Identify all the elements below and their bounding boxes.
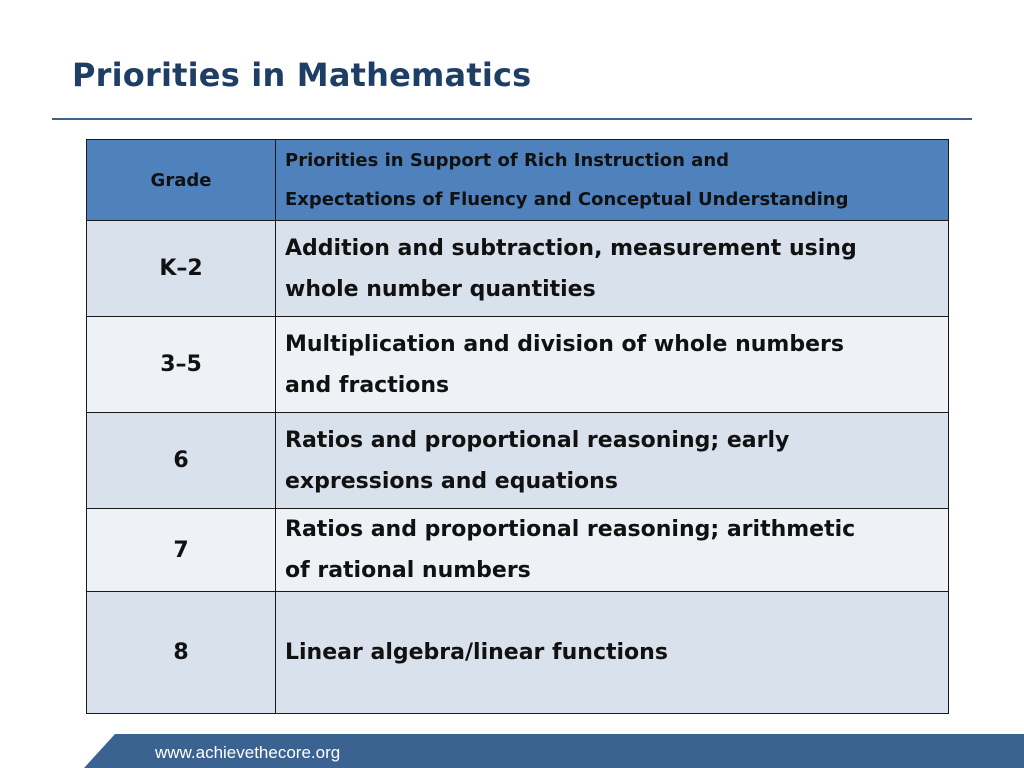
grade-cell: 7	[87, 509, 276, 592]
table-row	[87, 221, 949, 317]
footer-url-link[interactable]: www.achievethecore.org	[155, 743, 341, 762]
priority-line2: and fractions	[285, 372, 450, 398]
grade-cell: 3–5	[87, 317, 276, 413]
priority-line1: Linear algebra/linear functions	[285, 640, 668, 665]
priority-line1: Ratios and proportional reasoning; arithmetic	[285, 517, 856, 542]
header-priorities-line2: Expectations of Fluency and Conceptual Understanding	[285, 189, 849, 210]
priority-cell	[276, 592, 949, 714]
table-header-row	[87, 140, 949, 221]
grade-cell: 8	[87, 592, 276, 714]
table-row	[87, 317, 949, 413]
priority-cell	[276, 509, 949, 592]
footer-band	[0, 734, 1024, 768]
table-row	[87, 509, 949, 592]
slide-title: Priorities in Mathematics	[72, 56, 532, 94]
priority-line1: Addition and subtraction, measurement using	[285, 235, 857, 261]
table-row	[87, 413, 949, 509]
priority-cell	[276, 317, 949, 413]
grade-cell: 6	[87, 413, 276, 509]
grade-cell: K–2	[87, 221, 276, 317]
header-priorities	[276, 140, 949, 221]
footer-band-shape	[0, 734, 1024, 768]
priority-line1: Ratios and proportional reasoning; early	[285, 427, 790, 453]
priority-line2: whole number quantities	[285, 276, 596, 302]
header-priorities-line1: Priorities in Support of Rich Instruction and	[285, 150, 730, 171]
priority-cell	[276, 413, 949, 509]
priority-line2: of rational numbers	[285, 558, 531, 583]
priority-line2: expressions and equations	[285, 468, 618, 494]
table-row	[87, 592, 949, 714]
title-divider	[52, 118, 972, 120]
priority-line1: Multiplication and division of whole numbers	[285, 331, 844, 357]
priority-cell	[276, 221, 949, 317]
header-grade: Grade	[87, 140, 276, 221]
priorities-table	[86, 139, 949, 714]
